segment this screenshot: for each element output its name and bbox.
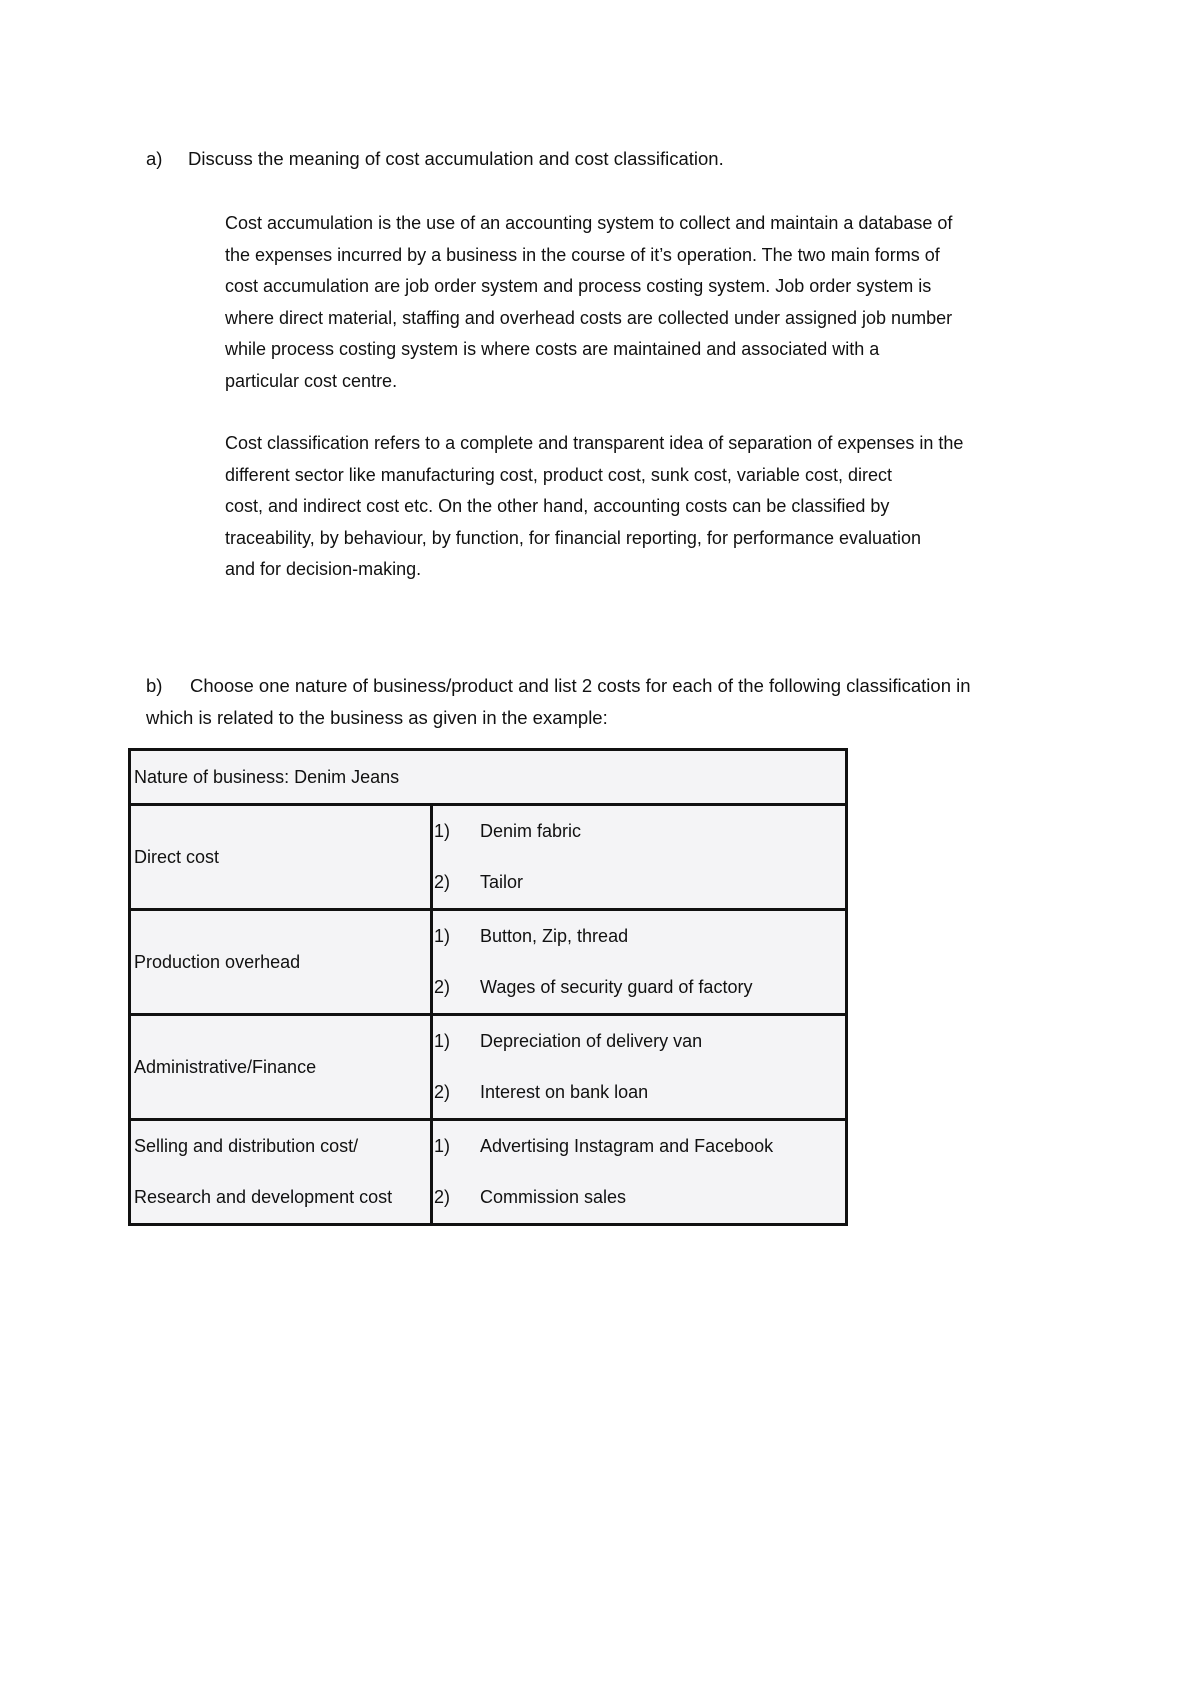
paragraph-line: particular cost centre. xyxy=(225,370,398,391)
question-a xyxy=(146,148,724,170)
paragraph-line: while process costing system is where costs are maintained and associated with a xyxy=(225,339,880,359)
paragraph-line: where direct material, staffing and overhead costs are collected under assigned job number xyxy=(225,307,953,328)
items-cell xyxy=(432,910,847,1015)
list-item xyxy=(433,857,845,908)
answer-a-paragraph-1 xyxy=(225,208,1085,397)
items-cell xyxy=(432,1120,847,1225)
list-item xyxy=(433,806,845,857)
answer-a-paragraph-2 xyxy=(225,428,1085,586)
paragraph-line: the expenses incurred by a business in the course of it’s operation. The two main forms of xyxy=(225,244,940,265)
category-cell: Production overhead xyxy=(130,910,432,1015)
category-cell xyxy=(130,1120,432,1225)
item-number: 2) xyxy=(434,872,451,892)
question-b-label: b) xyxy=(146,675,163,696)
item-text: Advertising Instagram and Facebook xyxy=(480,1136,774,1156)
items-cell xyxy=(432,805,847,910)
item-text: Button, Zip, thread xyxy=(480,926,629,946)
question-b xyxy=(146,670,971,733)
category-cell: Direct cost xyxy=(130,805,432,910)
item-number: 1) xyxy=(434,1136,451,1156)
item-number: 1) xyxy=(434,1031,451,1051)
category-cell: Administrative/Finance xyxy=(130,1015,432,1120)
item-number: 1) xyxy=(434,926,451,946)
paragraph-line: Cost classification refers to a complete and transparent idea of separation of expenses in the xyxy=(225,433,964,453)
question-a-label: a) xyxy=(146,148,163,169)
paragraph-line: traceability, by behaviour, by function, for financial reporting, for performance evaluation xyxy=(225,527,922,548)
question-b-line-1 xyxy=(146,670,971,702)
nature-of-business-cell: Nature of business: Denim Jeans xyxy=(130,750,847,805)
item-number: 2) xyxy=(434,1082,451,1102)
list-item xyxy=(433,962,845,1013)
item-text: Commission sales xyxy=(480,1187,627,1207)
question-a-text: Discuss the meaning of cost accumulation and cost classification. xyxy=(188,148,724,169)
category-line-2: Research and development cost xyxy=(134,1187,393,1207)
items-cell xyxy=(432,1015,847,1120)
list-item xyxy=(433,1067,845,1118)
item-number: 2) xyxy=(434,977,451,997)
item-text: Tailor xyxy=(480,872,524,892)
item-text: Interest on bank loan xyxy=(480,1082,649,1102)
cost-classification-table xyxy=(128,748,848,1226)
question-b-line-2: which is related to the business as given in the example: xyxy=(146,706,608,728)
item-text: Denim fabric xyxy=(480,821,582,841)
item-number: 2) xyxy=(434,1187,451,1207)
paragraph-line: Cost accumulation is the use of an accounting system to collect and maintain a database of xyxy=(225,213,953,233)
list-item xyxy=(433,1016,845,1067)
table-row xyxy=(130,1120,847,1225)
list-item xyxy=(433,1172,845,1223)
paragraph-line: cost accumulation are job order system and process costing system. Job order system is xyxy=(225,276,932,296)
paragraph-line: cost, and indirect cost etc. On the other hand, accounting costs can be classified by xyxy=(225,496,890,516)
item-number: 1) xyxy=(434,821,451,841)
paragraph-line: and for decision-making. xyxy=(225,559,422,579)
question-b-text-1: Choose one nature of business/product and list 2 costs for each of the following classification in xyxy=(190,675,971,696)
paragraph-line: different sector like manufacturing cost, product cost, sunk cost, variable cost, direct xyxy=(225,464,892,485)
list-item xyxy=(433,1121,845,1172)
table-row xyxy=(130,1015,847,1120)
item-text: Depreciation of delivery van xyxy=(480,1031,703,1051)
table-row xyxy=(130,910,847,1015)
category-line-1: Selling and distribution cost/ xyxy=(134,1136,359,1156)
table-header-row xyxy=(130,750,847,805)
table-row xyxy=(130,805,847,910)
item-text: Wages of security guard of factory xyxy=(480,977,753,997)
list-item xyxy=(433,911,845,962)
